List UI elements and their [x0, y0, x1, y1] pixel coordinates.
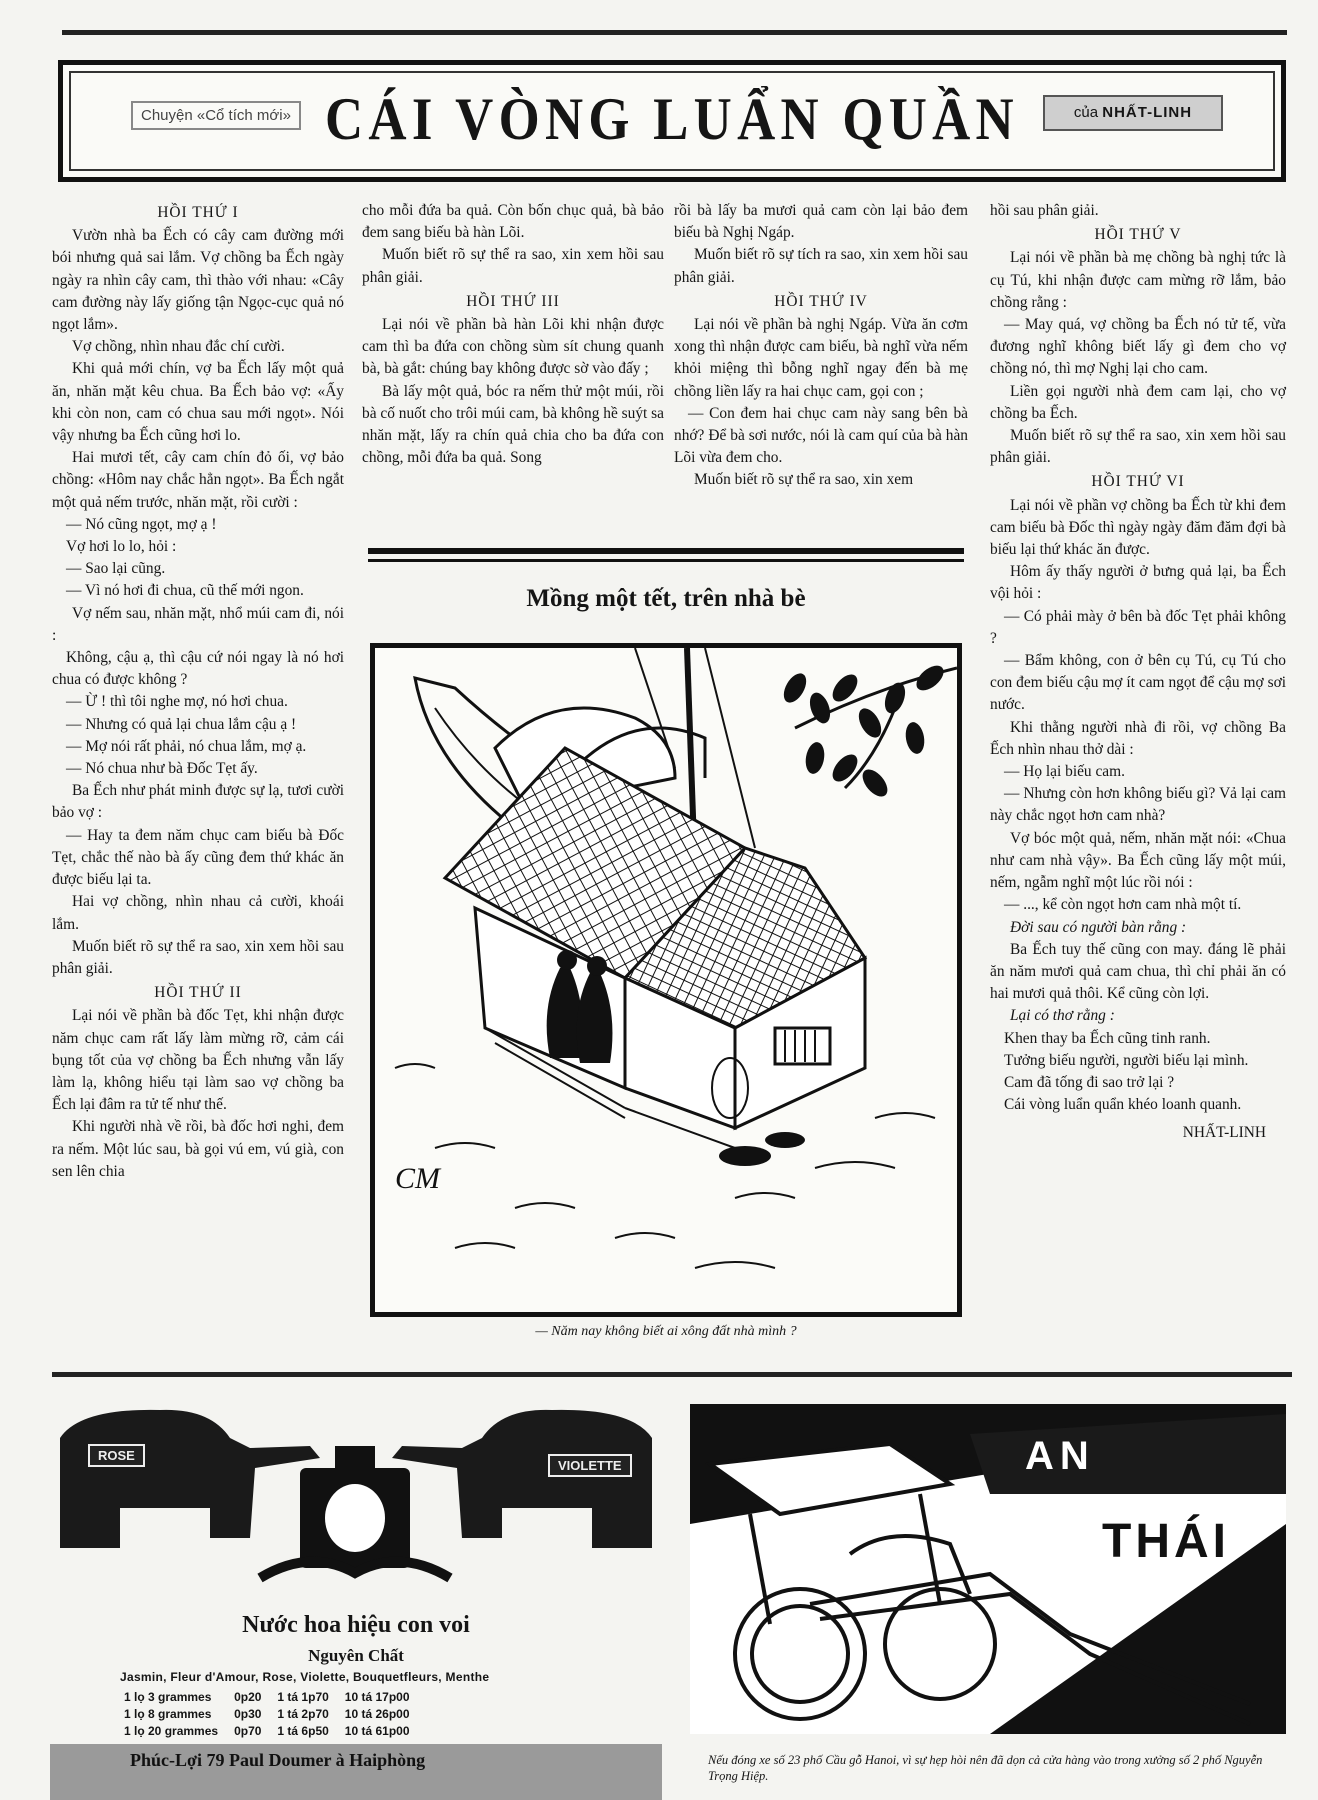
perfume-ad — [50, 1398, 662, 1800]
dialogue-line: Vợ hơi lo lo, hỏi : — [66, 538, 177, 556]
dialogue-line: — Nó cũng ngọt, mợ ạ ! — [66, 515, 217, 533]
story-column-4 — [990, 200, 1286, 1145]
price-cell: 0p20 — [234, 1689, 262, 1704]
paragraph: Vợ nếm sau, nhăn mặt, nhổ múi cam đi, nói : — [52, 604, 344, 644]
masthead — [58, 60, 1286, 182]
continued-paragraph: hồi sau phân giải. — [990, 202, 1099, 219]
paragraph: Lại nói về phần bà nghị Ngáp. Vừa ăn cơm xong thì nhận được cam biếu, bà nghĩ vừa nếm khỏi miệng thì bỗng nghĩ ngay đến bà mẹ chồng liền lấy ra hai chục cam, gọi con ; — [674, 316, 968, 400]
illustration-frame — [370, 643, 962, 1317]
story-column-3 — [674, 200, 968, 492]
price-cell: 1 lọ 8 grammes — [124, 1706, 212, 1721]
rickshaw-ad — [690, 1404, 1286, 1734]
dialogue-line: — Bẩm không, con ở bên cụ Tú, cụ Tú cho con đem biếu cậu mợ ít cam ngọt để cậu mợ sơi nước. — [990, 652, 1286, 714]
duck-icon — [719, 1146, 771, 1166]
dialogue-line: — Con đem hai chục cam này sang bên bà nhớ? Để bà sơi nước, nói là cam quí của bà hàn Lõi vừa đem cho. — [674, 404, 968, 467]
elephant-right-icon — [392, 1410, 652, 1548]
paragraph: Khi người nhà về rồi, bà đốc hơi nghi, đem ra nếm. Một lúc sau, bà gọi vú em, vú già, con sen lên chia — [52, 1118, 344, 1180]
chapter-heading: HỒI THỨ I — [157, 204, 239, 221]
paragraph: Hai vợ chồng, nhìn nhau cả cười, khoái lắm. — [52, 893, 344, 933]
chapter-heading: HỒI THỨ V — [1094, 226, 1182, 244]
paragraph: Khi quả mới chín, vợ ba Ếch lấy một quả ăn, nhăn mặt kêu chua. Ba Ếch bảo vợ: «Ấy khi còn non, cam có chua sau mới ngọt». Nói vậy nhưng ba Ếch cũng hơi lo. — [52, 360, 344, 445]
scent-list: Jasmin, Fleur d'Amour, Rose, Violette, Bouquetfleurs, Menthe — [120, 1670, 490, 1684]
dialogue-line: Không, cậu ạ, thì cậu cứ nói ngay là nó hơi chua có được không ? — [52, 649, 344, 689]
paragraph: Muốn biết rõ sự tích ra sao, xin xem hồi sau phân giải. — [674, 246, 968, 286]
perfume-title: Nước hoa hiệu con voi — [242, 1612, 470, 1638]
paragraph: Vợ bóc một quả, nếm, nhăn mặt nói: «Chua như cam nhà vậy». Ba Ếch cũng lấy một múi, nếm, ngẫm nghĩ một lúc rồi nói : — [990, 829, 1286, 892]
italic-note: Đời sau có người bàn rằng : — [1010, 918, 1187, 936]
price-cell: 1 tá 2p70 — [277, 1706, 329, 1721]
dialogue-line: — Hay ta đem năm chục cam biếu bà Đốc Tẹt, chắc thế nào bà ấy cũng đem thứ khác ăn được biếu lại ta. — [52, 826, 344, 889]
paragraph: Lại nói về phần vợ chồng ba Ếch từ khi đem cam biếu bà Đốc thì ngày ngày đăm đăm đợi bà biếu lại thứ khác ăn được. — [990, 496, 1286, 559]
dialogue-line: — Nhưng có quả lại chua lắm cậu ạ ! — [66, 715, 297, 733]
window-icon — [775, 1028, 830, 1064]
author-tag — [1043, 95, 1223, 131]
dialogue-line: — ..., kể còn ngọt hơn cam nhà một tí. — [1004, 896, 1242, 914]
houseboat-illustration — [375, 648, 957, 1312]
elephants-illustration — [50, 1398, 662, 1608]
price-cell: 10 tá 61p00 — [344, 1723, 410, 1738]
paragraph: Lại nói về phần bà hàn Lõi khi nhận được cam thì ba đứa con chồng sùm sít chung quanh bà, bà gắt: chúng bay không được sờ vào đấy ; — [362, 316, 664, 378]
paragraph: Muốn biết rõ sự thể ra sao, xin xem — [694, 471, 914, 489]
author-prefix: của — [1073, 104, 1099, 121]
price-cell: 1 lọ 3 grammes — [124, 1689, 212, 1704]
price-cell: 10 tá 17p00 — [344, 1689, 410, 1704]
price-cell: 1 tá 6p50 — [277, 1723, 329, 1738]
price-cell: 1 tá 1p70 — [277, 1689, 329, 1704]
page-title: CÁI VÒNG LUẨN QUẦN — [325, 86, 1019, 152]
leaves-icon — [779, 661, 948, 801]
continued-paragraph: rồi bà lấy ba mươi quả cam còn lại bảo đem biếu bà Nghị Ngáp. — [674, 202, 968, 242]
dialogue-line: — Nhưng còn hơn không biếu gì? Vả lại cam này chắc ngọt hơn cam nhà? — [990, 785, 1286, 825]
price-cell: 0p30 — [234, 1706, 262, 1721]
paragraph: Khi thằng người nhà đi rồi, vợ chồng Ba Ếch nhìn nhau thở dài : — [990, 718, 1286, 758]
table-row — [124, 1688, 426, 1705]
dialogue-line: — Họ lại biếu cam. — [1004, 763, 1125, 781]
rickshaw-caption: Nếu đóng xe số 23 phố Cầu gỗ Hanoi, vì sự hẹp hòi nên đã dọn cả cửa hàng vào trong xưởng số 2 phố Nguyễn Trọng Hiệp. — [708, 1753, 1263, 1783]
table-row — [124, 1722, 426, 1739]
perfume-address: Phúc-Lợi 79 Paul Doumer à Haiphòng — [130, 1750, 426, 1770]
rickshaw-illustration — [690, 1404, 1286, 1734]
paragraph: Muốn biết rõ sự thể ra sao, xin xem hồi sau phân giải. — [990, 427, 1286, 467]
perfume-subtitle: Nguyên Chất — [308, 1646, 404, 1665]
top-rule — [62, 30, 1287, 35]
dialogue-line: — Nó chua như bà Đốc Tẹt ấy. — [66, 760, 258, 778]
table-row — [124, 1705, 426, 1722]
illustration-title: Mồng một tết, trên nhà bè — [526, 585, 806, 612]
rose-label: ROSE — [88, 1444, 145, 1467]
brand-an: AN — [1025, 1434, 1095, 1478]
author-name: NHẤT-LINH — [1102, 104, 1193, 121]
verse-line: Cái vòng luẩn quẩn khéo loanh quanh. — [1004, 1096, 1242, 1114]
paragraph: Muốn biết rõ sự thể ra sao, xin xem hồi sau phân giải. — [362, 246, 664, 286]
paragraph: Ba Ếch tuy thế cũng con may. đáng lẽ phải ăn năm mươi quả cam chua, thì chỉ phải ăn có hai mươi quả thôi. Kể cũng còn lợi. — [990, 940, 1286, 1003]
verse-line: Cam đã tống đi sao trở lại ? — [1004, 1073, 1175, 1091]
dialogue-line: — Mợ nói rất phải, nó chua lắm, mợ ạ. — [66, 737, 307, 755]
paragraph: Ba Ếch như phát minh được sự lạ, tươi cười bảo vợ : — [52, 782, 344, 822]
paragraph: Hôm ấy thấy người ở bưng quả lại, ba Ếch vội hỏi : — [990, 563, 1286, 603]
price-cell: 10 tá 26p00 — [344, 1706, 410, 1721]
paragraph: Vườn nhà ba Ếch có cây cam đường mới bói nhưng quả sai lắm. Vợ chồng ba Ếch ngày ngày ra nhìn cây cam, thì thào với nhau: «Cây cam đường này lấy giống tận Ngọc-cục quả nó ngọt lắm». — [52, 227, 344, 334]
price-cell: 0p70 — [234, 1723, 262, 1738]
chapter-heading: HỒI THỨ II — [154, 984, 242, 1002]
chapter-heading: HỒI THỨ III — [466, 292, 560, 310]
price-table — [124, 1688, 426, 1739]
dialogue-line: — Sao lại cũng. — [66, 560, 166, 578]
dialogue-line: — Ừ ! thì tôi nghe mợ, nó hơi chua. — [66, 693, 288, 711]
price-cell: 1 lọ 20 grammes — [124, 1723, 219, 1738]
bottom-rule — [52, 1372, 1292, 1377]
italic-note: Lại có thơ rằng : — [1010, 1007, 1115, 1025]
paragraph: Lại nói về phần bà mẹ chồng bà nghị tức là cụ Tú, khi nhận được cam mừng rỡ lắm, bảo chồng rằng : — [990, 249, 1286, 311]
paragraph: Liền gọi người nhà đem cam lại, cho vợ chồng ba Ếch. — [990, 382, 1286, 422]
chapter-heading: HỒI THỨ VI — [1091, 473, 1185, 491]
elephant-left-icon — [60, 1410, 320, 1548]
chapter-heading: HỒI THỨ IV — [774, 292, 868, 310]
story-column-1 — [52, 200, 344, 1183]
dialogue-line: — May quá, vợ chồng ba Ếch nó tử tế, vừa đương nghĩ không biết lấy gì đem cho vợ chồng nó, thì mợ Nghị lại cho cam. — [990, 316, 1286, 378]
brand-thai: THÁI — [1102, 1515, 1230, 1568]
paragraph: Hai mươi tết, cây cam chín đỏ ối, vợ bảo chồng: «Hôm nay chắc hẳn ngọt». Ba Ếch ngắt một quả nếm trước, nhăn mặt, rồi cười : — [52, 449, 344, 511]
paragraph: Muốn biết rõ sự thể ra sao, xin xem hồi sau phân giải. — [52, 937, 344, 977]
illustration-caption: — Năm nay không biết ai xông đất nhà mình ? — [535, 1324, 797, 1339]
monogram: CM — [395, 1162, 440, 1195]
section-divider — [368, 548, 964, 562]
paragraph: Lại nói về phần bà đốc Tẹt, khi nhận được năm chục cam rất lấy làm mừng rỡ, cảm cái bụng tốt của vợ chồng ba Ếch nhưng vẫn lấy làm lạ, không hiểu tại làm sao vợ chồng ba Ếch lại đâm ra tử tế như thế. — [52, 1007, 344, 1114]
dialogue-line: — Có phải mày ở bên bà đốc Tẹt phải không ? — [990, 607, 1286, 647]
continued-paragraph: cho mỗi đứa ba quả. Còn bốn chục quả, bà bảo đem sang biếu bà hàn Lõi. — [362, 202, 664, 242]
signature: NHẤT-LINH — [1182, 1124, 1266, 1142]
paragraph: Vợ chồng, nhìn nhau đắc chí cười. — [72, 338, 285, 356]
dialogue-line: — Vì nó hơi đi chua, cũ thế mới ngon. — [66, 582, 304, 600]
verse-line: Khen thay ba Ếch cũng tinh ranh. — [1004, 1029, 1211, 1047]
paragraph: Bà lấy một quả, bóc ra nếm thử một múi, rồi bà cố nuốt cho trôi múi cam, bà không hề suýt sa nhăn mặt, lấy ra chín quả chia cho ba đứa con chồng, mỗi đứa ba quả. Song — [362, 382, 664, 467]
story-tag: Chuyện «Cổ tích mới» — [131, 101, 301, 130]
address-band — [50, 1744, 662, 1800]
violette-label: VIOLETTE — [548, 1454, 632, 1477]
story-column-2 — [362, 200, 664, 469]
verse-line: Tưởng biếu người, người biếu lại mình. — [1004, 1051, 1249, 1069]
